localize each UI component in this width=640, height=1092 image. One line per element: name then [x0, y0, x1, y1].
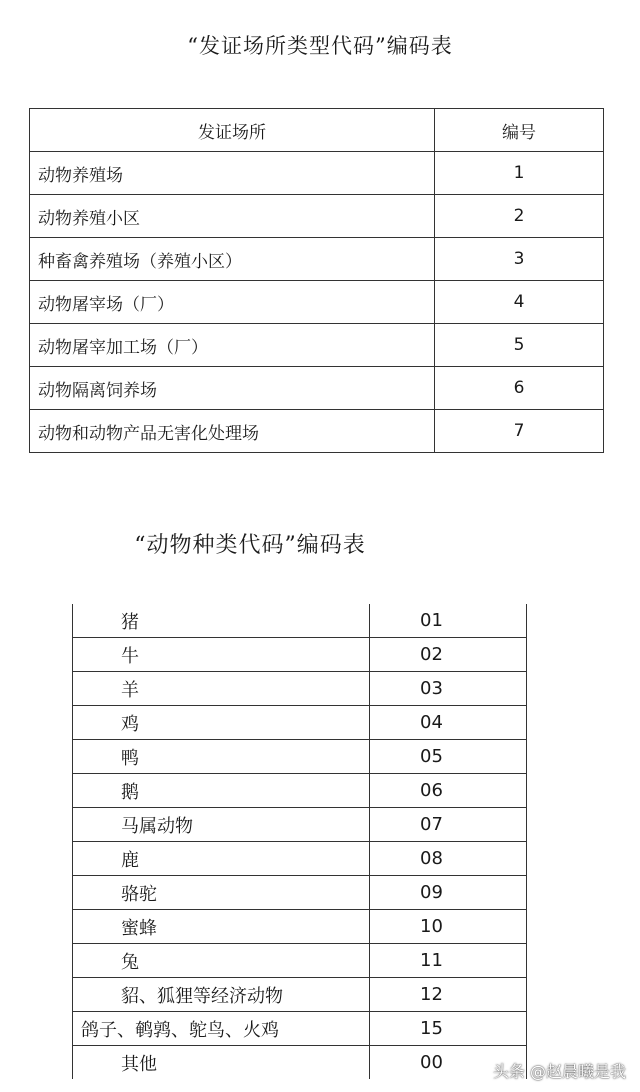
- code-cell: 02: [370, 638, 527, 672]
- animal-cell: 猪: [73, 604, 370, 638]
- table-row: [73, 1046, 527, 1080]
- code-cell: 11: [370, 944, 527, 978]
- code-cell: 4: [435, 281, 604, 324]
- table-row: [73, 672, 527, 706]
- table-row: [73, 978, 527, 1012]
- code-cell: 07: [370, 808, 527, 842]
- code-cell: 6: [435, 367, 604, 410]
- code-cell: 03: [370, 672, 527, 706]
- code-cell: 04: [370, 706, 527, 740]
- animal-cell: 蜜蜂: [73, 910, 370, 944]
- code-cell: 5: [435, 324, 604, 367]
- code-cell: 15: [370, 1012, 527, 1046]
- place-cell: 动物和动物产品无害化处理场: [30, 410, 435, 453]
- table-row: [73, 774, 527, 808]
- animal-cell: 其他: [73, 1046, 370, 1080]
- code-cell: 12: [370, 978, 527, 1012]
- table-header-row: [30, 109, 604, 152]
- code-cell: 3: [435, 238, 604, 281]
- table-row: [30, 195, 604, 238]
- header-place: 发证场所: [30, 109, 435, 152]
- code-cell: 09: [370, 876, 527, 910]
- header-code: 编号: [435, 109, 604, 152]
- table-row: [73, 604, 527, 638]
- code-cell: 01: [370, 604, 527, 638]
- animal-cell: 鸡: [73, 706, 370, 740]
- place-cell: 动物养殖场: [30, 152, 435, 195]
- animal-cell: 鹿: [73, 842, 370, 876]
- place-type-table-title: “发证场所类型代码”编码表: [187, 34, 453, 58]
- table-row: [73, 910, 527, 944]
- code-cell: 10: [370, 910, 527, 944]
- code-cell: 2: [435, 195, 604, 238]
- table-row: [30, 281, 604, 324]
- table-row: [30, 410, 604, 453]
- animal-cell: 貂、狐狸等经济动物: [73, 978, 370, 1012]
- animal-type-table-title: “动物种类代码”编码表: [134, 533, 366, 558]
- animal-type-table: [72, 604, 527, 1079]
- table-row: [30, 324, 604, 367]
- animal-cell: 马属动物: [73, 808, 370, 842]
- place-cell: 种畜禽养殖场（养殖小区）: [30, 238, 435, 281]
- table-row: [30, 152, 604, 195]
- table-row: [30, 367, 604, 410]
- place-cell: 动物隔离饲养场: [30, 367, 435, 410]
- animal-cell: 骆驼: [73, 876, 370, 910]
- table-row: [73, 638, 527, 672]
- table-row: [73, 740, 527, 774]
- animal-cell: 鹅: [73, 774, 370, 808]
- code-cell: 00: [370, 1046, 527, 1080]
- animal-cell: 鸭: [73, 740, 370, 774]
- table-row: [73, 1012, 527, 1046]
- place-cell: 动物屠宰加工场（厂）: [30, 324, 435, 367]
- animal-cell: 兔: [73, 944, 370, 978]
- table-row: [73, 706, 527, 740]
- table-row: [73, 944, 527, 978]
- code-cell: 06: [370, 774, 527, 808]
- animal-cell: 鸽子、鹌鹑、鸵鸟、火鸡: [73, 1012, 370, 1046]
- code-cell: 08: [370, 842, 527, 876]
- place-cell: 动物养殖小区: [30, 195, 435, 238]
- table-row: [73, 842, 527, 876]
- table-row: [30, 238, 604, 281]
- code-cell: 05: [370, 740, 527, 774]
- table-row: [73, 876, 527, 910]
- code-cell: 7: [435, 410, 604, 453]
- animal-cell: 羊: [73, 672, 370, 706]
- code-cell: 1: [435, 152, 604, 195]
- watermark: 头条 @赵晨曦是我: [492, 1062, 626, 1081]
- table-row: [73, 808, 527, 842]
- place-type-table: [29, 108, 604, 453]
- animal-cell: 牛: [73, 638, 370, 672]
- place-cell: 动物屠宰场（厂）: [30, 281, 435, 324]
